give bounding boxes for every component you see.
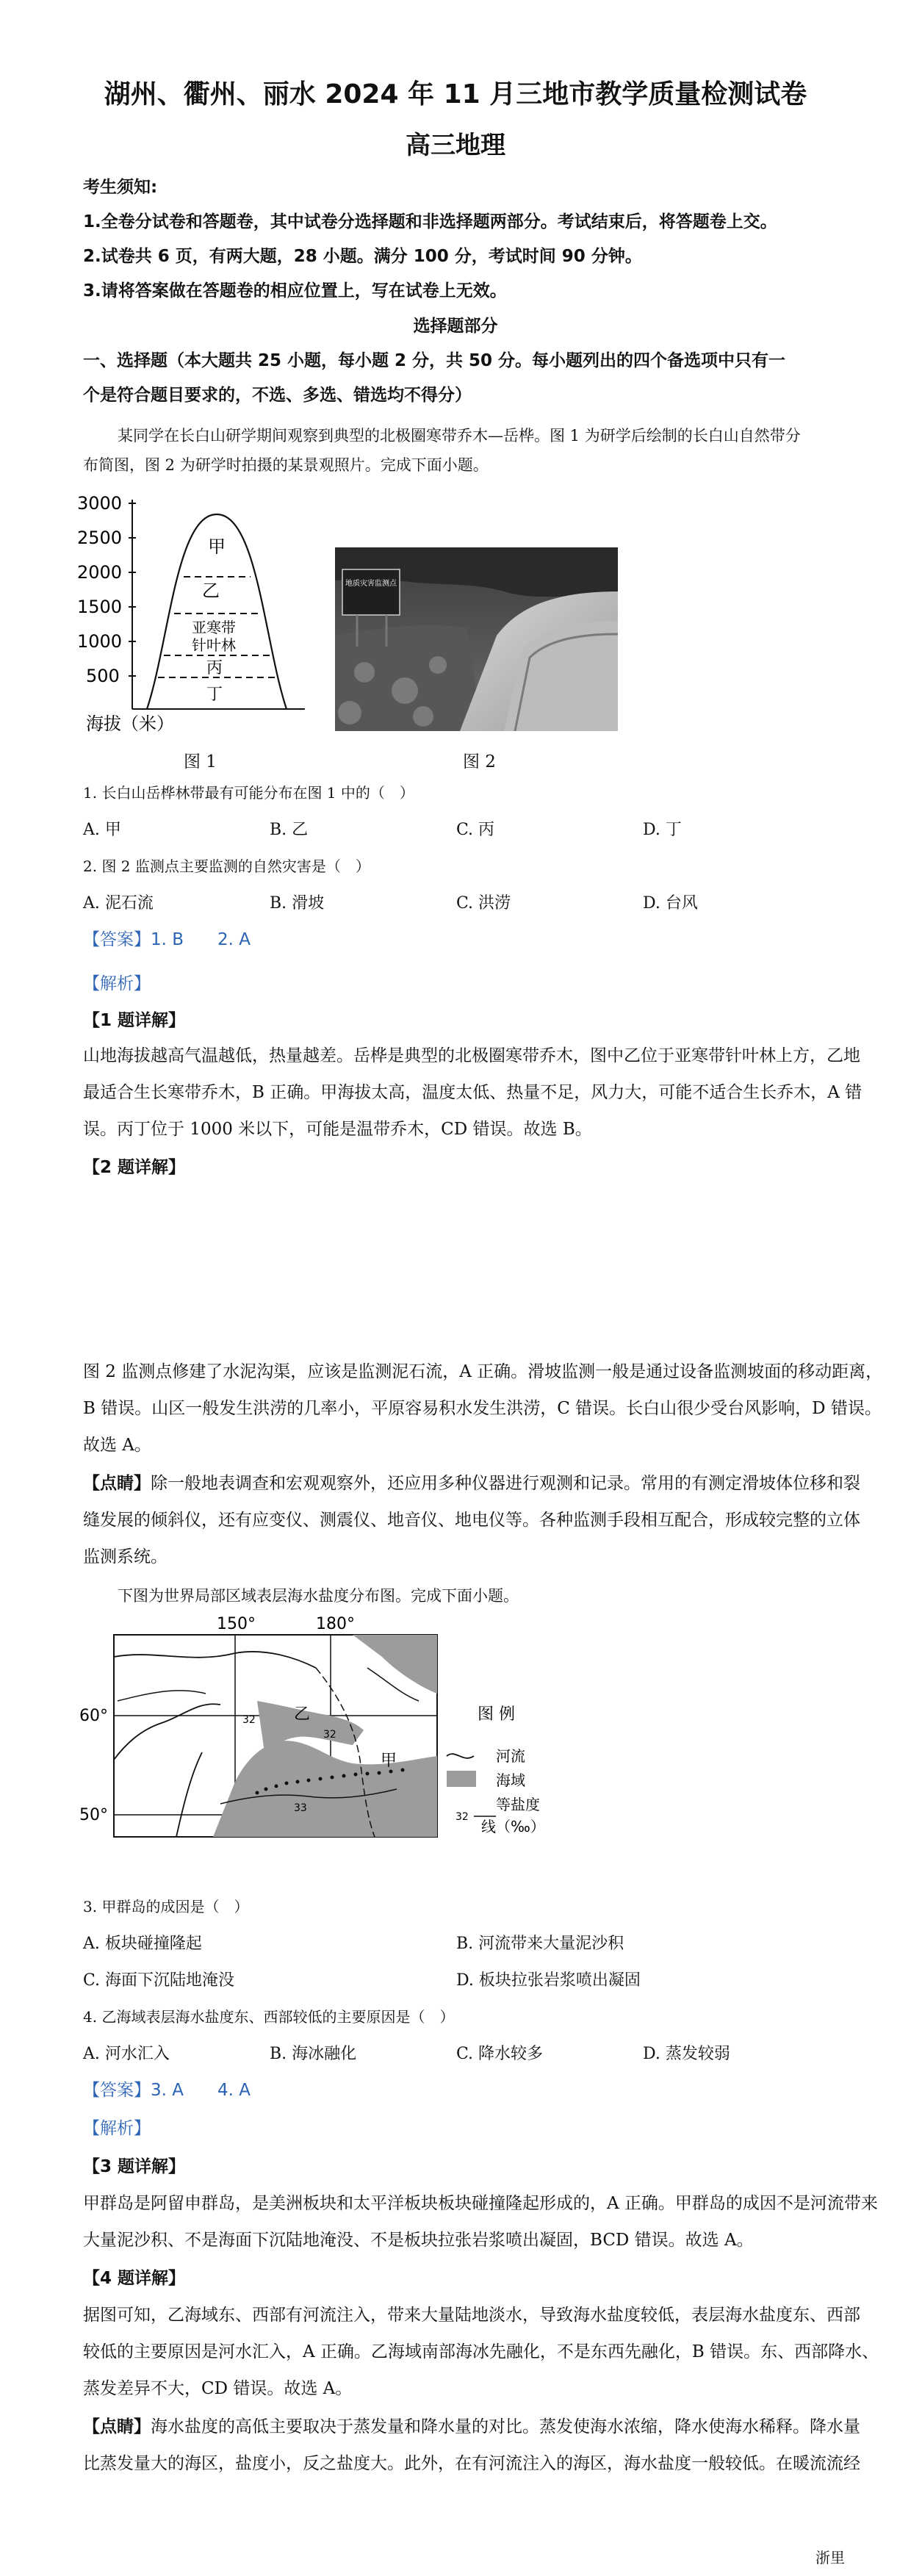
detail-text: 甲群岛是阿留申群岛，是美洲板块和太平洋板块板块碰撞隆起形成的，A 正确。甲群岛的成因不是河流带来 [83, 2194, 878, 2213]
monitoring-sign [342, 569, 400, 615]
notice-item: 1.全卷分试卷和答题卷，其中试卷分选择题和非选择题两部分。考试结束后，将答题卷上交。 [83, 212, 777, 231]
question-2-stem: 2. 图 2 监测点主要监测的自然灾害是（ ） [83, 857, 370, 875]
legend-title: 图 例 [478, 1705, 515, 1724]
detail-text: 最适合生长寒带乔木，B 正确。甲海拔太高，温度太低、热量不足，风力大，可能不适合生长乔木，A 错 [83, 1083, 863, 1102]
y-tick-label: 2500 [77, 528, 123, 548]
answer-label: 【答案】 [83, 930, 151, 949]
page-footer: 浙里 [815, 2549, 845, 2566]
detail-text: 误。丙丁位于 1000 米以下，可能是温带乔木，CD 错误。故选 B。 [83, 1120, 592, 1139]
analysis-label: 【解析】 [83, 974, 151, 993]
map-label-jia: 甲 [381, 1752, 397, 1770]
legend-river-symbol [447, 1754, 474, 1758]
question-3-option[interactable]: D. 板块拉张岩浆喷出凝固 [456, 1971, 641, 1990]
latitude-label: 60° [79, 1707, 108, 1725]
map-label-yi: 乙 [294, 1705, 311, 1724]
legend-item: 河流 [496, 1747, 525, 1765]
legend-item: 等盐度 [496, 1796, 540, 1813]
question-4-option[interactable]: C. 降水较多 [456, 2045, 544, 2063]
detail-text: 较低的主要原因是河水汇入，A 正确。乙海域南部海冰先融化，不是东西先融化，B 错误。东、西部降水、 [83, 2342, 879, 2361]
longitude-label: 150° [217, 1615, 256, 1633]
sign-text: 地质灾害监测点 [345, 580, 397, 588]
tip-text: 比蒸发量大的海区，盐度小，反之盐度大。此外，在有河流注入的海区，海水盐度一般较低。在暖流流经 [83, 2454, 860, 2473]
answer-text: 1. B 2. A [151, 930, 251, 949]
tip-text: 缝发展的倾斜仪，还有应变仪、测震仪、地音仪、地电仪等。各种监测手段相互配合，形成较完整的立体 [83, 1511, 860, 1530]
tip-text: 海水盐度的高低主要取决于蒸发量和降水量的对比。蒸发使海水浓缩，降水使海水稀释。降水量 [151, 2417, 860, 2436]
detail-text: B 错误。山区一般发生洪涝的几率小，平原容易积水发生洪涝，C 错误。长白山很少受台风影响，D 错误。 [83, 1399, 882, 1418]
legend-item: 线（‰） [481, 1818, 545, 1835]
question-3-option[interactable]: B. 河流带来大量泥沙积 [456, 1935, 624, 1953]
group1-intro: 某同学在长白山研学期间观察到典型的北极圈寒带乔木—岳桦。图 1 为研学后绘制的长白山自然带分 [118, 427, 801, 445]
question-1-option[interactable]: C. 丙 [456, 821, 495, 839]
figure-1-mountain-zones [77, 485, 320, 738]
tip-label: 【点睛】 [83, 1474, 151, 1493]
question-4-option[interactable]: B. 海冰融化 [270, 2045, 357, 2063]
detail-text: 图 2 监测点修建了水泥沟渠，应该是监测泥石流，A 正确。滑坡监测一般是通过设备监测坡面的移动距离， [83, 1362, 883, 1381]
detail-text: 故选 A。 [83, 1436, 151, 1455]
question-3-stem: 3. 甲群岛的成因是（ ） [83, 1898, 249, 1915]
answer-label: 【答案】 [83, 2081, 151, 2100]
zone-label: 亚寒带 [192, 619, 236, 636]
notice-item: 2.试卷共 6 页，有两大题，28 小题。满分 100 分，考试时间 90 分钟。 [83, 247, 642, 266]
y-tick-label: 1500 [77, 597, 123, 617]
tip-text: 除一般地表调查和宏观观察外，还应用多种仪器进行观测和记录。常用的有测定滑坡体位移和裂 [151, 1474, 860, 1493]
tip-text: 监测系统。 [83, 1547, 168, 1566]
y-tick-label: 2000 [77, 562, 123, 583]
question-2-option[interactable]: D. 台风 [643, 894, 698, 913]
detail-label: 【4 题详解】 [83, 2269, 186, 2288]
isohaline-value: 32 [323, 1729, 336, 1741]
isohaline-value: 33 [294, 1802, 307, 1814]
question-4-option[interactable]: D. 蒸发较弱 [643, 2045, 730, 2063]
detail-text: 山地海拔越高气温越低，热量越差。岳桦是典型的北极圈寒带乔木，图中乙位于亚寒带针叶林上方，乙地 [83, 1046, 860, 1065]
notice-heading: 考生须知: [83, 178, 158, 197]
zone-label: 针叶林 [192, 636, 236, 654]
detail-label: 【2 题详解】 [83, 1158, 186, 1177]
tip-label: 【点睛】 [83, 2417, 151, 2436]
legend-sea-symbol [447, 1771, 476, 1787]
answer-text: 3. A 4. A [151, 2081, 251, 2100]
axis-label: 海拔（米） [86, 713, 174, 734]
y-tick-label: 1000 [77, 631, 123, 652]
question-4-stem: 4. 乙海域表层海水盐度东、西部较低的主要原因是（ ） [83, 2008, 455, 2026]
detail-text: 据图可知，乙海域东、西部有河流注入，带来大量陆地淡水，导致海水盐度较低，表层海水盐度东、西部 [83, 2306, 860, 2325]
legend-isohaline-value: 32 [455, 1811, 469, 1823]
group2-intro: 下图为世界局部区域表层海水盐度分布图。完成下面小题。 [118, 1587, 519, 1605]
group1-intro: 布简图，图 2 为研学时拍摄的某景观照片。完成下面小题。 [83, 456, 489, 474]
y-tick-label: 500 [86, 666, 120, 686]
isohaline-value: 32 [242, 1714, 256, 1726]
question-3-option[interactable]: A. 板块碰撞隆起 [83, 1935, 202, 1953]
question-2-option[interactable]: C. 洪涝 [456, 894, 511, 913]
y-tick-label: 3000 [77, 493, 123, 514]
question-2-option[interactable]: A. 泥石流 [83, 894, 154, 913]
page-subtitle: 高三地理 [406, 131, 505, 160]
zone-label: 丁 [206, 686, 223, 704]
question-1-option[interactable]: B. 乙 [270, 821, 309, 839]
detail-text: 蒸发差异不大，CD 错误。故选 A。 [83, 2379, 353, 2398]
longitude-label: 180° [316, 1615, 355, 1633]
detail-label: 【3 题详解】 [83, 2157, 186, 2176]
question-3-option[interactable]: C. 海面下沉陆地淹没 [83, 1971, 235, 1990]
latitude-label: 50° [79, 1806, 108, 1824]
zone-label: 乙 [202, 580, 220, 601]
detail-text: 大量泥沙积、不是海面下沉陆地淹没、不是板块拉张岩浆喷出凝固，BCD 错误。故选 A。 [83, 2231, 754, 2250]
question-4-option[interactable]: A. 河水汇入 [83, 2045, 170, 2063]
section-title: 选择题部分 [413, 317, 498, 336]
figure-2-photo [335, 547, 618, 731]
section-heading: 个是符合题目要求的，不选、多选、错选均不得分） [83, 386, 472, 405]
question-1-stem: 1. 长白山岳桦林带最有可能分布在图 1 中的（ ） [83, 784, 414, 802]
question-1-option[interactable]: A. 甲 [83, 821, 121, 839]
section-heading: 一、选择题（本大题共 25 小题，每小题 2 分，共 50 分。每小题列出的四个备选项中只有一 [83, 351, 786, 370]
zone-label: 甲 [208, 536, 226, 557]
analysis-label: 【解析】 [83, 2119, 151, 2138]
legend-item: 海域 [496, 1771, 525, 1789]
salinity-map [73, 1613, 632, 1870]
detail-label: 【1 题详解】 [83, 1011, 186, 1030]
notice-item: 3.请将答案做在答题卷的相应位置上，写在试卷上无效。 [83, 281, 507, 301]
question-1-option[interactable]: D. 丁 [643, 821, 682, 839]
question-2-option[interactable]: B. 滑坡 [270, 894, 325, 913]
zone-label: 丙 [206, 659, 223, 677]
figure-2-caption: 图 2 [463, 752, 496, 771]
page-title: 湖州、衢州、丽水 2024 年 11 月三地市教学质量检测试卷 [104, 79, 807, 109]
figure-1-caption: 图 1 [184, 752, 217, 771]
